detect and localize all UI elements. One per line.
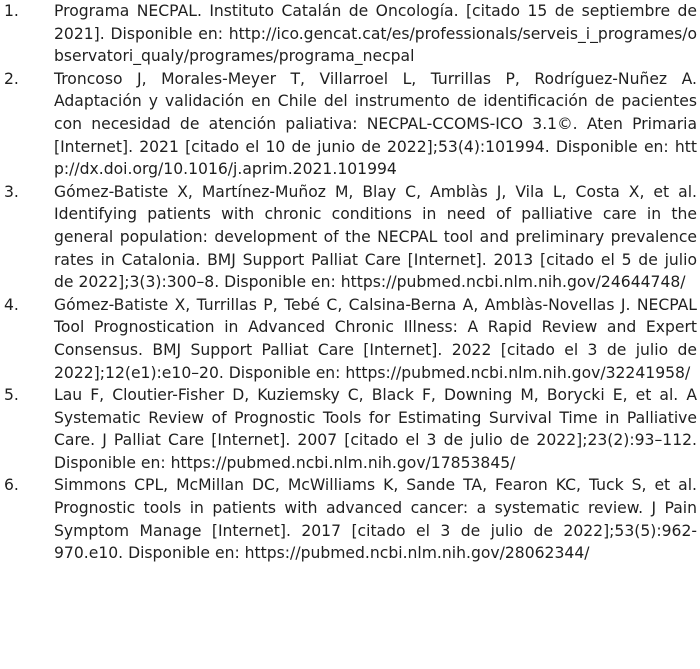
reference-item [4, 294, 697, 384]
reference-number: 4. [4, 295, 19, 314]
citation-text: Gómez-Batiste X, Turrillas P, Tebé C, Calsina-Berna A, Amblàs-Novellas J. NECPAL Tool Prognostication in Advanced Chronic Illness: A Rapid Review and Expert Consensus. BMJ Support Palliat Care [Internet]. 2022 [citado el 3 de julio de 2022];12(e1):e10–20. Disponible en: [54, 295, 697, 382]
reference-item [4, 68, 697, 181]
reference-number: 6. [4, 476, 19, 495]
reference-text [54, 294, 697, 384]
citation-text: Simmons CPL, McMillan DC, McWilliams K, Sande TA, Fearon KC, Tuck S, et al. Prognostic tools in patients with advanced cancer: a systematic review. J Pain Symptom Manage [Internet]. 2017 [citado el 3 de julio de 2022];53(5):962-970.e10. Disponible en: [54, 476, 697, 563]
reference-url[interactable]: http://dx.doi.org/10.1016/j.aprim.2021.101994 [54, 137, 697, 179]
reference-text [54, 0, 697, 68]
reference-number: 5. [4, 386, 19, 405]
reference-number: 2. [4, 69, 19, 88]
citation-text: Troncoso J, Morales-Meyer T, Villarroel L, Turrillas P, Rodríguez-Nuñez A. Adaptación y validación en Chile del instrumento de identificación de pacientes con necesidad de atención paliativa: NECPAL-CCOMS-ICO 3.1©. Aten Primaria [Internet]. 2021 [citado el 10 de junio de 2022];53(4):101994. Disponible en: [54, 69, 697, 156]
reference-text [54, 181, 697, 294]
reference-number: 3. [4, 182, 19, 201]
reference-text [54, 68, 697, 181]
citation-text: Gómez-Batiste X, Martínez-Muñoz M, Blay C, Amblàs J, Vila L, Costa X, et al. Identifying patients with chronic conditions in need of palliative care in the general population: development of the NECPAL tool and preliminary prevalence rates in Catalonia. BMJ Support Palliat Care [Internet]. 2013 [citado el 5 de julio de 2022];3(3):300–8. Disponible en: [54, 182, 697, 292]
reference-url[interactable]: http://ico.gencat.cat/es/professionals/serveis_i_programes/observatori_qualy/programes/programa_necpal [54, 24, 697, 66]
reference-text [54, 384, 697, 474]
citation-text: Programa NECPAL. Instituto Catalán de Oncología. [citado 15 de septiembre de 2021]. Disponible en: [54, 2, 697, 43]
reference-url[interactable]: https://pubmed.ncbi.nlm.nih.gov/17853845/ [170, 453, 516, 472]
citation-text: Lau F, Cloutier-Fisher D, Kuziemsky C, Black F, Downing M, Borycki E, et al. A Systematic Review of Prognostic Tools for Estimating Survival Time in Palliative Care. J Palliat Care [Internet]. 2007 [citado el 3 de julio de 2022];23(2):93–112. Disponible en: [54, 386, 697, 472]
reference-number: 1. [4, 2, 19, 20]
reference-text [54, 474, 697, 564]
reference-url[interactable]: https://pubmed.ncbi.nlm.nih.gov/32241958/ [345, 363, 691, 382]
reference-list [4, 0, 697, 565]
reference-item [4, 181, 697, 294]
reference-item [4, 0, 697, 68]
reference-item [4, 474, 697, 564]
reference-item [4, 384, 697, 474]
reference-url[interactable]: https://pubmed.ncbi.nlm.nih.gov/24644748/ [340, 273, 686, 292]
reference-url[interactable]: https://pubmed.ncbi.nlm.nih.gov/28062344/ [244, 544, 590, 563]
